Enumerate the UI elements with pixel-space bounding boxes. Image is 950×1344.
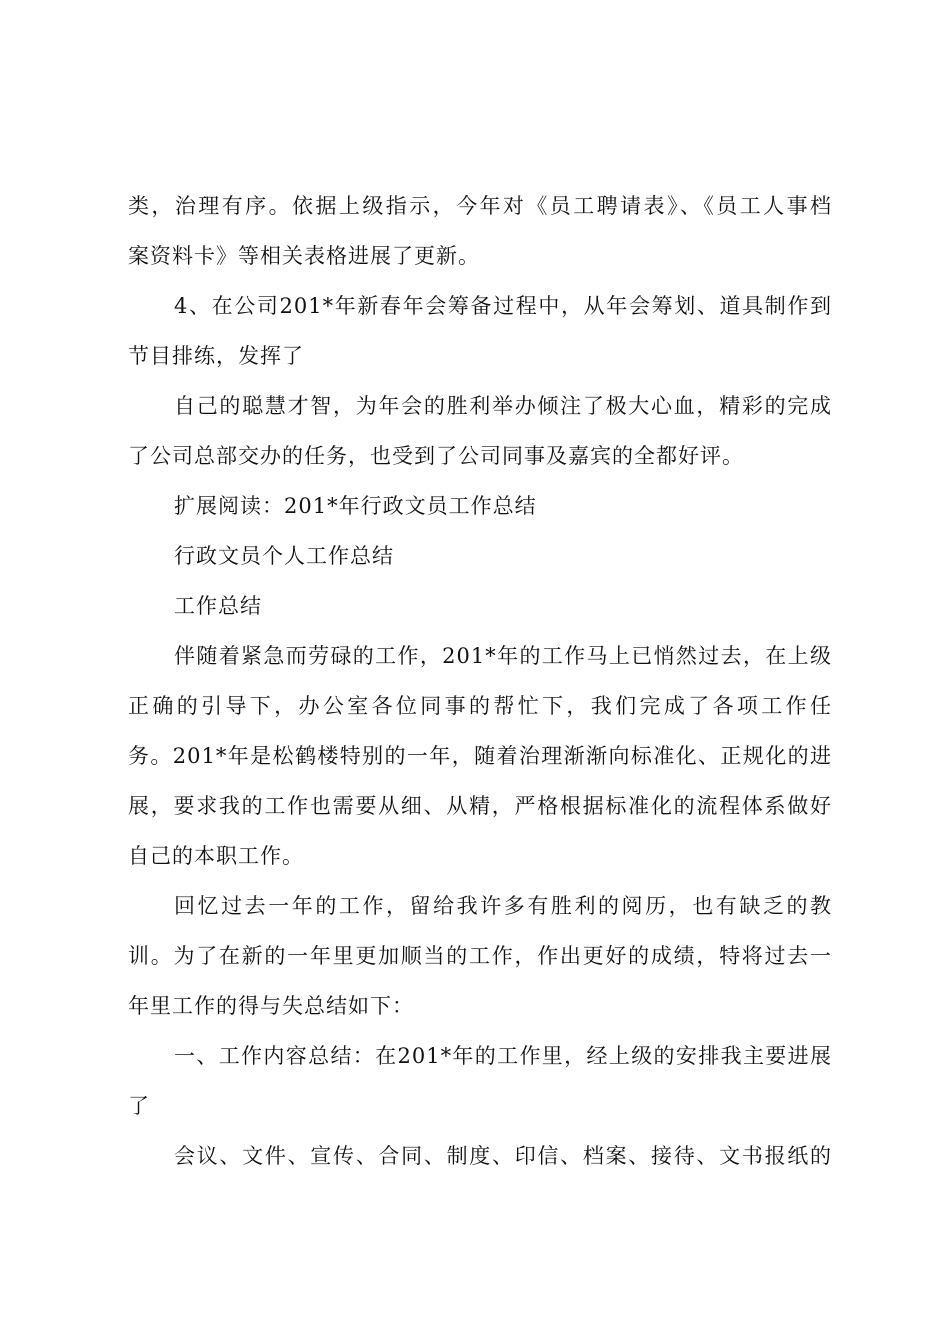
text-line: 训。为了在新的一年里更加顺当的工作，作出更好的成绩，特将过去一 — [128, 944, 832, 968]
text-line: 案资料卡》等相关表格进展了更新。 — [128, 244, 480, 268]
text-line: 4、在公司201*年新春年会筹备过程中，从年会筹划、道具制作到 — [174, 294, 832, 318]
text-line: 伴随着紧急而劳碌的工作，201*年的工作马上已悄然过去，在上级 — [174, 644, 832, 668]
text-line: 节目排练，发挥了 — [128, 344, 304, 368]
text-line: 会议、文件、宣传、合同、制度、印信、档案、接待、文书报纸的 — [174, 1144, 832, 1168]
text-line: 回忆过去一年的工作，留给我许多有胜利的阅历，也有缺乏的教 — [174, 894, 832, 918]
text-line: 务。201*年是松鹤楼特别的一年，随着治理渐渐向标准化、正规化的进 — [128, 744, 832, 768]
text-line: 行政文员个人工作总结 — [174, 544, 394, 568]
text-line: 工作总结 — [174, 594, 262, 618]
text-line: 一、工作内容总结：在201*年的工作里，经上级的安排我主要进展 — [174, 1044, 832, 1068]
text-line: 了 — [128, 1094, 150, 1118]
text-line: 自己的聪慧才智，为年会的胜利举办倾注了极大心血，精彩的完成 — [174, 394, 832, 418]
text-line: 展，要求我的工作也需要从细、从精，严格根据标准化的流程体系做好 — [128, 794, 832, 818]
text-line: 类，治理有序。依据上级指示，今年对《员工聘请表》、《员工人事档 — [128, 194, 832, 218]
text-line: 扩展阅读：201*年行政文员工作总结 — [174, 494, 537, 518]
text-line: 年里工作的得与失总结如下： — [128, 994, 414, 1018]
text-line: 自己的本职工作。 — [128, 844, 304, 868]
text-line: 了公司总部交办的任务，也受到了公司同事及嘉宾的全都好评。 — [128, 444, 744, 468]
text-line: 正确的引导下，办公室各位同事的帮忙下，我们完成了各项工作任 — [128, 694, 832, 718]
